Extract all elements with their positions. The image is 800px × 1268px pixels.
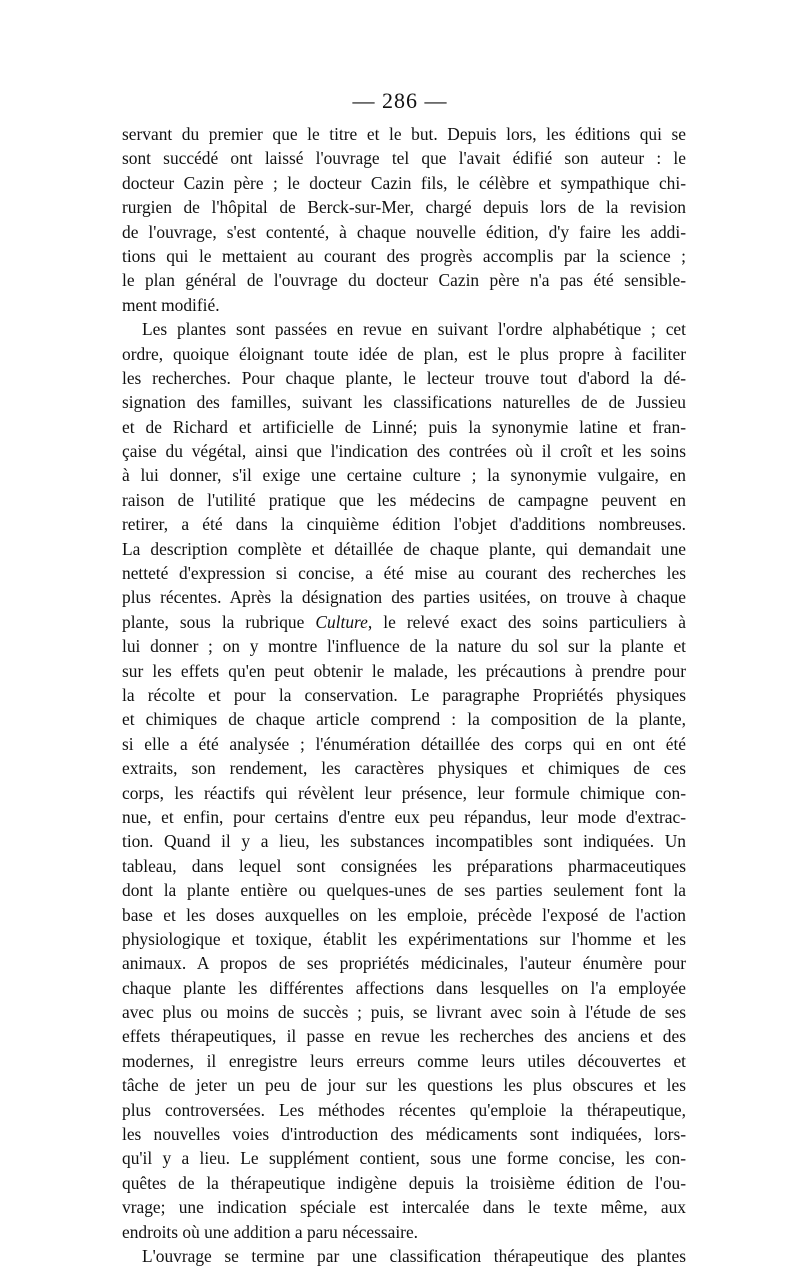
rubric-culture: Culture (315, 611, 368, 632)
text-line: endroits où une addition a paru nécessaire. (122, 1221, 419, 1242)
text-line: servant du premier que le titre et le but. Depuis lors, les éditions qui se (122, 124, 686, 144)
text-line: lui donner ; on y montre l'influence de la nature du sol sur la plante et (122, 636, 686, 657)
text-line: La description complète et détaillée de chaque plante, qui demandait une (122, 538, 686, 559)
text-line: modernes, il enregistre leurs erreurs comme leurs utiles découvertes et (122, 1050, 686, 1071)
text-line: les nouvelles voies d'introduction des médicaments sont indiquées, lors- (122, 1124, 686, 1145)
text-line: avec plus ou moins de succès ; puis, se livrant avec soin à l'étude de ses (122, 1002, 686, 1023)
text-line: physiologique et toxique, établit les expérimentations sur l'homme et les (122, 928, 686, 949)
text-line: le plan général de l'ouvrage du docteur Cazin père n'a pas été sensible- (122, 270, 686, 291)
page-number: — 286 — (352, 88, 448, 113)
text-line: ment modifié. (122, 294, 220, 315)
paragraph-3 (122, 1244, 686, 1268)
text-line: signation des familles, suivant les classifications naturelles de de Jussieu (122, 392, 686, 413)
text-line: vrage; une indication spéciale est intercalée dans le texte même, aux (122, 1197, 686, 1218)
text-line: docteur Cazin père ; le docteur Cazin fils, le célèbre et sympathique chi- (122, 172, 686, 193)
text-line: tableau, dans lequel sont consignées les préparations pharmaceutiques (122, 855, 686, 876)
paragraph-2 (122, 317, 686, 1244)
text-line: plus récentes. Après la désignation des parties usitées, on trouve à chaque (122, 587, 686, 608)
text-line: la récolte et pour la conservation. Le paragraphe Propriétés physiques (122, 684, 686, 705)
text-line: de l'ouvrage, s'est contenté, à chaque nouvelle édition, d'y faire les addi- (122, 221, 686, 242)
text-line: sont succédé ont laissé l'ouvrage tel que l'avait édifié son auteur : le (122, 148, 686, 169)
text-line: raison de l'utilité pratique que les médecins de campagne peuvent en (122, 489, 686, 510)
text-line: et chimiques de chaque article comprend : la composition de la plante, (122, 709, 686, 730)
text-line: corps, les réactifs qui révèlent leur présence, leur formule chimique con- (122, 782, 686, 803)
text-line: tion. Quand il y a lieu, les substances incompatibles sont indiquées. Un (122, 831, 686, 852)
text-line: si elle a été analysée ; l'énumération détaillée des corps qui en ont été (122, 733, 686, 754)
text-line: animaux. A propos de ses propriétés médicinales, l'auteur énumère pour (122, 953, 686, 974)
text-line: tâche de jeter un peu de jour sur les questions les plus obscures et les (122, 1075, 686, 1096)
text-line: netteté d'expression si concise, a été mise au courant des recherches les (122, 563, 686, 584)
text-line: plus controversées. Les méthodes récentes qu'emploie la thérapeutique, (122, 1099, 686, 1120)
text-line: nue, et enfin, pour certains d'entre eux peu répandus, leur mode d'extrac- (122, 806, 686, 827)
text-line: dont la plante entière ou quelques-unes de ses parties seulement font la (122, 880, 686, 901)
body-text (122, 122, 686, 1268)
text-line: chaque plante les différentes affections dans lesquelles on l'a employée (122, 977, 686, 998)
text-line: tions qui le mettaient au courant des progrès accomplis par la science ; (122, 245, 686, 266)
text-line: extraits, son rendement, les caractères physiques et chimiques de ces (122, 758, 686, 779)
text-line: sur les effets qu'en peut obtenir le malade, les précautions à prendre pour (122, 660, 686, 681)
text-line: plante, sous la rubrique Culture, le relevé exact des soins particuliers à (122, 611, 687, 632)
text-line: retirer, a été dans la cinquième édition l'objet d'additions nombreuses. (122, 514, 686, 535)
paragraph-1 (122, 122, 686, 317)
text-line: base et les doses auxquelles on les emploie, précède l'exposé de l'action (122, 904, 686, 925)
text-line: ordre, quoique éloignant toute idée de plan, est le plus propre à faciliter (122, 343, 686, 364)
text-line: çaise du végétal, ainsi que l'indication des contrées où il croît et les soins (122, 441, 686, 462)
text-line: Les plantes sont passées en revue en suivant l'ordre alphabétique ; cet (142, 319, 686, 340)
text-line: les recherches. Pour chaque plante, le lecteur trouve tout d'abord la dé- (122, 367, 686, 388)
text-line: rurgien de l'hôpital de Berck-sur-Mer, chargé depuis lors de la revision (122, 197, 686, 218)
text-line: et de Richard et artificielle de Linné; puis la synonymie latine et fran- (122, 416, 686, 437)
text-line: qu'il y a lieu. Le supplément contient, sous une forme concise, les con- (122, 1148, 686, 1169)
text-line: L'ouvrage se termine par une classification thérapeutique des plantes (142, 1245, 686, 1266)
text-line: effets thérapeutiques, il passe en revue les recherches des anciens et des (122, 1026, 686, 1047)
text-line: quêtes de la thérapeutique indigène depuis la troisième édition de l'ou- (122, 1172, 686, 1193)
text-line: à lui donner, s'il exige une certaine culture ; la synonymie vulgaire, en (122, 465, 686, 486)
